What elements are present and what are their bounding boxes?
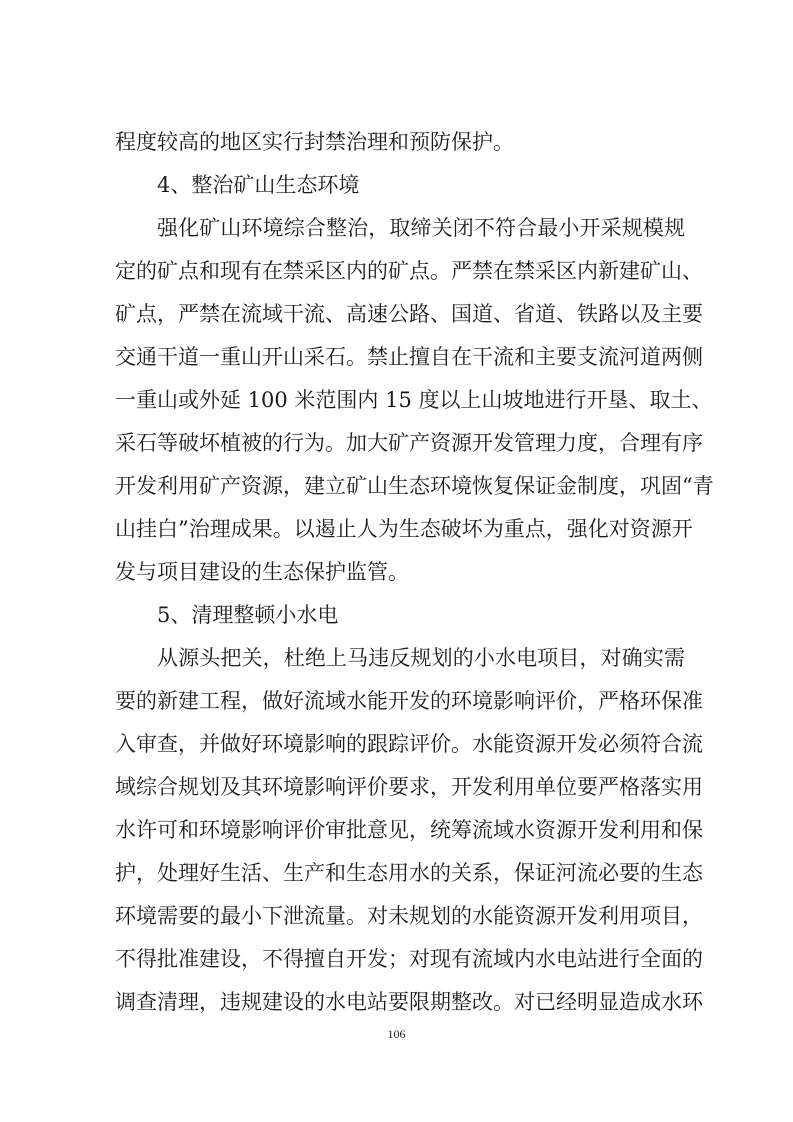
paragraph-line: 强化矿山环境综合整治，取缔关闭不符合最小开采规模规 [157,216,685,240]
section-heading: 4、整治矿山生态环境 [157,173,360,197]
paragraph-line: 环境需要的最小下泄流量。对未规划的水能资源开发利用项目， [115,904,703,928]
paragraph-line: 调查清理，违规建设的水电站要限期整改。对已经明显造成水环 [115,990,703,1014]
paragraph-line: 不得批准建设，不得擅自开发；对现有流域内水电站进行全面的 [115,947,703,971]
paragraph-line: 护，处理好生活、生产和生态用水的关系，保证河流必要的生态 [115,861,703,885]
paragraph-line: 山挂白”治理成果。以遏止人为生态破坏为重点，强化对资源开 [115,517,693,541]
paragraph-line: 发与项目建设的生态保护监管。 [115,560,409,584]
page-number: 106 [387,1027,406,1041]
paragraph-line: 定的矿点和现有在禁采区内的矿点。严禁在禁采区内新建矿山、 [115,259,703,283]
paragraph-line: 域综合规划及其环境影响评价要求，开发利用单位要严格落实用 [115,775,703,799]
paragraph-line: 开发利用矿产资源，建立矿山生态环境恢复保证金制度，巩固“青 [115,474,714,498]
paragraph-line: 从源头把关，杜绝上马违反规划的小水电项目，对确实需 [157,646,685,670]
paragraph-line: 一重山或外延 100 米范围内 15 度以上山坡地进行开垦、取土、 [115,388,713,412]
paragraph-line: 交通干道一重山开山采石。禁止擅自在干流和主要支流河道两侧 [115,345,703,369]
paragraph-line: 入审查，并做好环境影响的跟踪评价。水能资源开发必须符合流 [115,732,703,756]
paragraph-line: 矿点，严禁在流域干流、高速公路、国道、省道、铁路以及主要 [115,302,703,326]
paragraph-line: 采石等破坏植被的行为。加大矿产资源开发管理力度，合理有序 [115,431,703,455]
paragraph-line: 程度较高的地区实行封禁治理和预防保护。 [115,130,514,154]
section-heading: 5、清理整顿小水电 [157,603,339,627]
paragraph-line: 要的新建工程，做好流域水能开发的环境影响评价，严格环保准 [115,689,703,713]
paragraph-line: 水许可和环境影响评价审批意见，统筹流域水资源开发利用和保 [115,818,703,842]
